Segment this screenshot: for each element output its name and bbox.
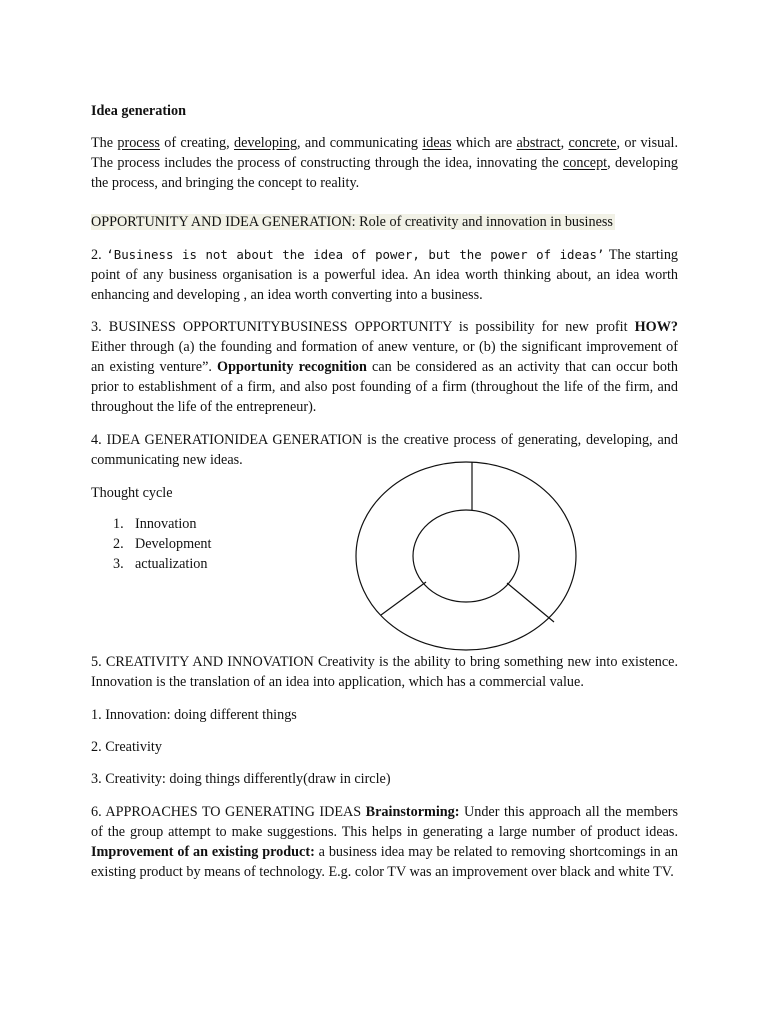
creativity-line-1: 1. Innovation: doing different things	[91, 707, 297, 723]
ring-divider-left	[381, 582, 426, 615]
paragraph-3: 3. BUSINESS OPPORTUNITYBUSINESS OPPORTUNITY is possibility for new profit HOW? Either through (a) the founding and formation of anew venture, or (b) the significant improvement of an existing venture”. Opportunity recognition can be considered as an activity that can occur both prior to establishment of a firm, and also post founding of a firm (throughout the life of the firm, and throughout the life of the entrepreneur).	[91, 319, 678, 415]
list-item: 2. Development	[113, 536, 212, 552]
paragraph-2: 2. ‘Business is not about the idea of power, but the power of ideas’ The starting point of any business organisation is a powerful idea. An idea worth thinking about, an idea worth enhancing and developing , an idea worth converting into a business.	[91, 247, 679, 303]
inner-ring	[413, 510, 519, 602]
creativity-line-2: 2. Creativity	[91, 739, 162, 755]
creativity-line-3: 3. Creativity: doing things differently(draw in circle)	[91, 771, 391, 787]
thought-cycle-label: Thought cycle	[91, 485, 173, 501]
intro-paragraph: The process of creating, developing, and communicating ideas which are abstract, concrete, or visual. The process includes the process of constructing through the idea, innovating the concept, developing the process, and bringing the concept to reality.	[91, 135, 678, 191]
link-developing[interactable]: developing	[234, 135, 298, 151]
list-item: 1. Innovation	[113, 516, 197, 532]
page-title: Idea generation	[91, 103, 186, 119]
link-concrete[interactable]: concrete	[568, 135, 617, 151]
outer-ring	[356, 462, 576, 650]
link-process[interactable]: process	[117, 135, 160, 151]
opportunity-heading: OPPORTUNITY AND IDEA GENERATION: Role of creativity and innovation in business	[91, 214, 613, 230]
ring-divider-right	[507, 583, 554, 622]
link-ideas[interactable]: ideas	[422, 135, 452, 151]
paragraph-5: 5. CREATIVITY AND INNOVATION Creativity is the ability to bring something new into existence. Innovation is the translation of an idea into application, which has a commercial value.	[91, 654, 678, 690]
link-concept[interactable]: concept	[562, 155, 608, 171]
list-item: 3. actualization	[113, 556, 208, 572]
link-abstract[interactable]: abstract	[516, 135, 561, 151]
paragraph-4: 4. IDEA GENERATIONIDEA GENERATION is the creative process of generating, developing, and communicating new ideas.	[91, 432, 678, 468]
paragraph-6: 6. APPROACHES TO GENERATING IDEAS Brainstorming: Under this approach all the members of the group attempt to make suggestions. This helps in generating a large number of product ideas. Improvement of an existing product: a business idea may be related to removing shortcomings in an existing product by means of technology. E.g. color TV was an improvement over black and white TV.	[91, 804, 678, 880]
